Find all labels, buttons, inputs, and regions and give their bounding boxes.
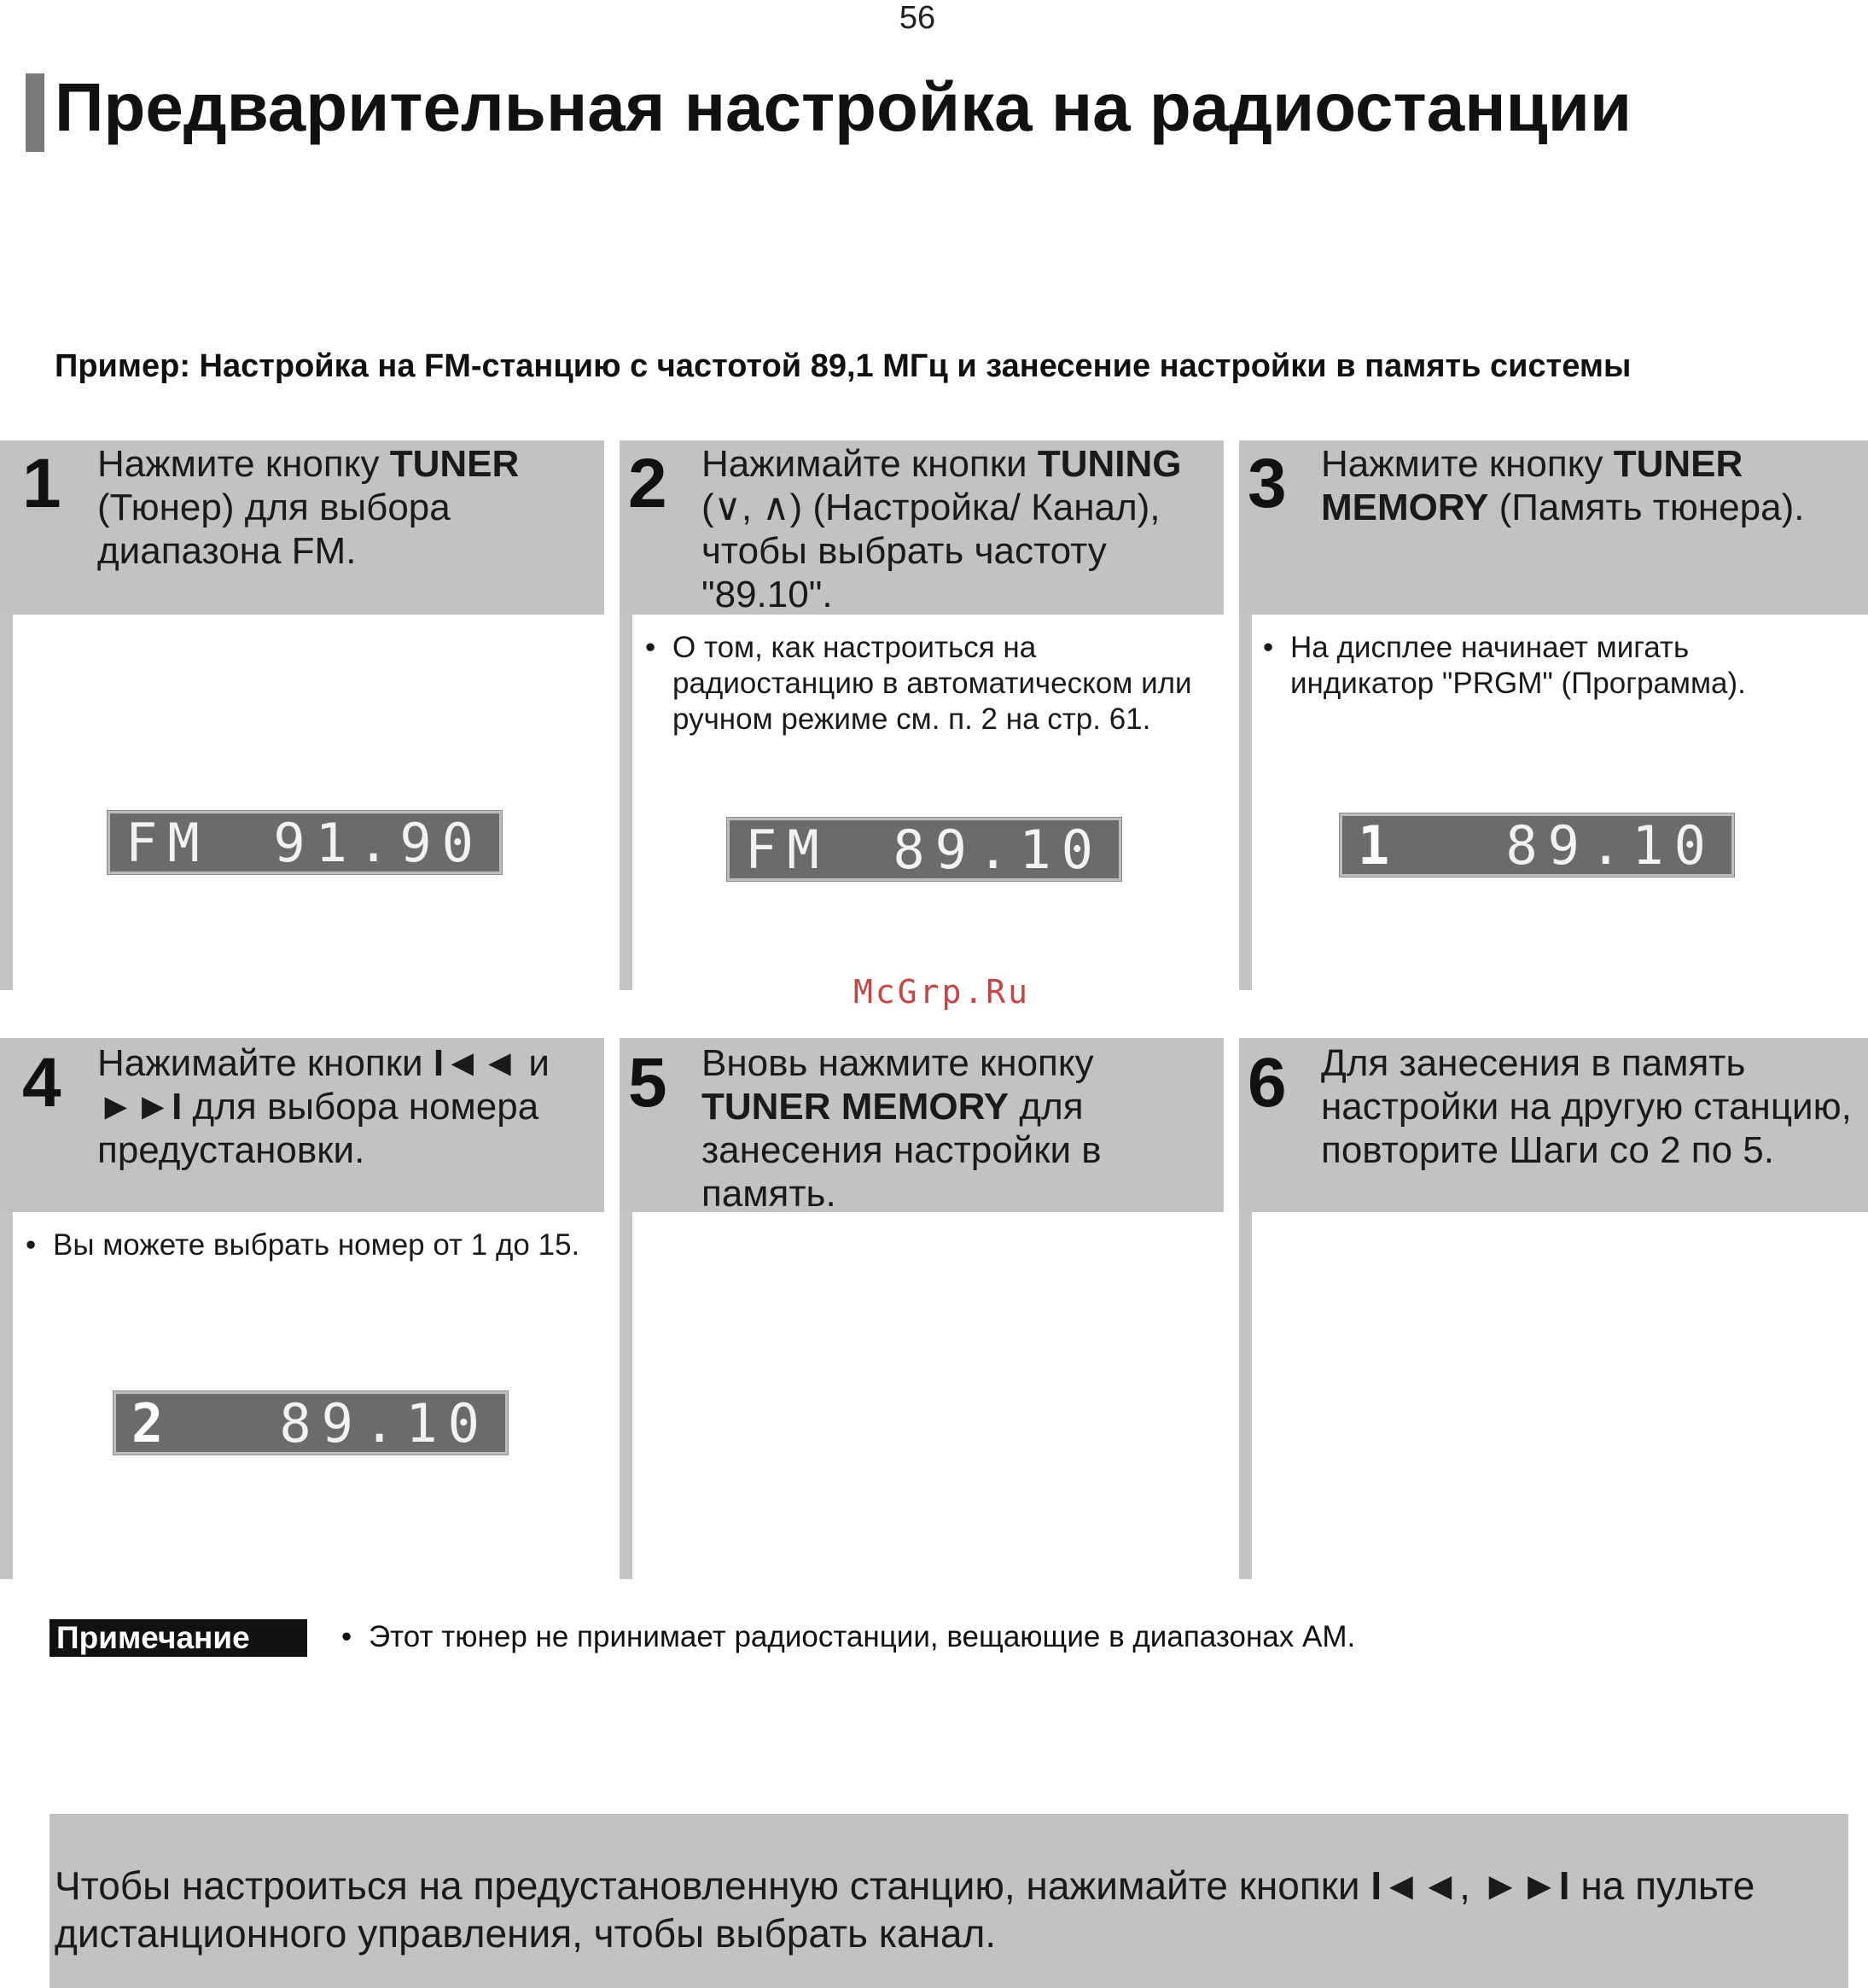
lcd-display: FM 89.10 (727, 818, 1121, 881)
step-3-note: • На дисплее начинает мигать индикатор "PRGM" (Программа). (1290, 630, 1819, 702)
footer-text: Чтобы настроиться на предустановленную станцию, нажимайте кнопки I◄◄, ►►I на пульте дистанционного управления, чтобы выбрать канал. (55, 1863, 1755, 1956)
step-number: 2 (628, 445, 667, 522)
step-number: 4 (22, 1044, 61, 1122)
watermark: McGrp.Ru (853, 973, 1031, 1011)
step-3-text: Нажмите кнопку TUNER MEMORY (Память тюнера). (1321, 443, 1805, 528)
step-2-note: • О том, как настроиться на радиостанцию в автоматическом или ручном режиме см. п. 2 на стр. 61. (672, 630, 1219, 737)
step-number: 3 (1248, 445, 1287, 522)
title-accent-bar (26, 73, 44, 152)
step-2-text: Нажимайте кнопки TUNING (∨, ∧) (Настройка/ Канал), чтобы выбрать частоту "89.10". (701, 443, 1182, 615)
lcd-display: 2 89.10 (113, 1391, 508, 1455)
step-6-text: Для занесения в память настройки на другую станцию, повторите Шаги со 2 по 5. (1321, 1042, 1852, 1171)
lcd-display: 1 89.10 (1340, 813, 1734, 877)
step-number: 1 (22, 445, 61, 522)
step-4-note: • Вы можете выбрать номер от 1 до 15. (53, 1227, 616, 1263)
step-1-text: Нажмите кнопку TUNER (Тюнер) для выбора диапазона FM. (97, 443, 520, 572)
page-title: Предварительная настройка на радиостанции (55, 69, 1632, 145)
step-number: 6 (1248, 1044, 1287, 1122)
footer-panel (49, 1814, 1848, 1988)
step-number: 5 (628, 1044, 667, 1122)
example-heading: Пример: Настройка на FM-станцию с частотой 89,1 МГц и занесение настройки в память системы (55, 348, 1632, 384)
note-text: • Этот тюнер не принимает радиостанции, вещающие в диапазонах AM. (369, 1620, 1355, 1654)
page-number: 56 (899, 0, 936, 36)
lcd-display: FM 91.90 (108, 811, 502, 874)
step-5-text: Вновь нажмите кнопку TUNER MEMORY для занесения настройки в память. (701, 1042, 1102, 1215)
step-4-text: Нажимайте кнопки I◄◄ и ►►I для выбора номера предустановки. (97, 1042, 550, 1171)
note-label: Примечание (49, 1619, 307, 1657)
